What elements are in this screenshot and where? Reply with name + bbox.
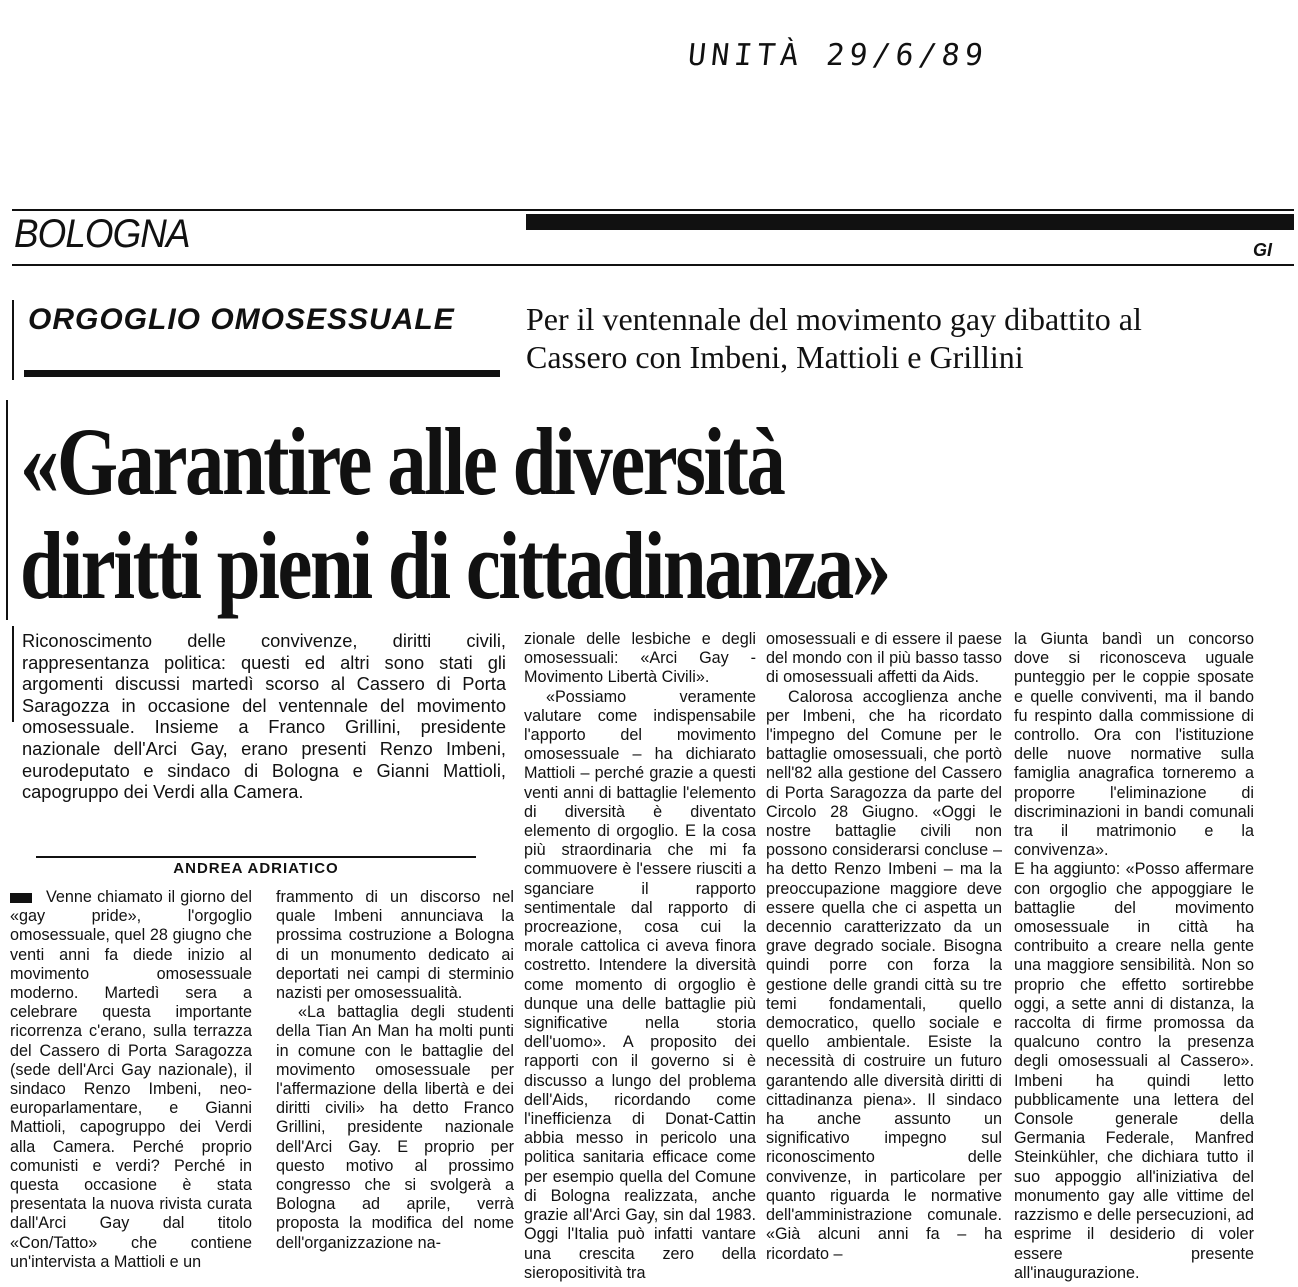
handwritten-source-note: UNITÀ 29/6/89: [686, 38, 990, 73]
lead-paragraph: Riconoscimento delle convivenze, diritti civili, rappresentanza politica: questi ed altri sono stati gli argomenti discussi martedì scorso al Cassero di Porta Saragozza in occasione del ventennale del movimento omosessuale. Insieme a Franco Grillini, presidente nazionale dell'Arci Gay, erano presenti Renzo Imbeni, eurodeputato e sindaco di Bologna e Gianni Mattioli, capogruppo dei Verdi alla Camera.: [22, 630, 506, 803]
column-2-paragraph: «La battaglia degli studenti della Tian An Man ha molti punti in comune con le battaglie del movimento omosessuale per l'affermazione della libertà e dei diritti civili» ha detto Franco Grillini, presidente nazionale dell'Arci Gay. E proprio per questo motivo al prossimo congresso che si svolgerà a Bologna ad aprile, verrà proposta la modifica del nome dell'organizzazione na-: [276, 1003, 514, 1252]
column-3-paragraph: «Possiamo veramente valutare come indispensabile l'apporto del movimento omosessuale – ha dichiarato Mattioli – perché grazie a questi venti anni di battaglie l'elemento di diversità è diventato elemento di orgoglio. E la cosa più straordinaria che mi fa commuovere è l'essere riusciti a sganciare il rapporto sentimentale dal rapporto di procreazione, cosa cui la morale cattolica ci aveva finora costretto. Intendere la diversità come momento di orgoglio è dunque una delle battaglie più significative nella storia dell'uomo». A proposito dei rapporti con il governo si è discusso a lungo del problema dell'Aids, ricordando come l'inefficienza di Donat-Cattin abbia messo in pericolo una politica sanitaria efficace come per esempio quella del Comune di Bologna realizzata, anche grazie all'Arci Gay, sin dal 1983. Oggi l'Italia può infatti vantare una crescita zero della sieropositività tra: [524, 687, 756, 1282]
headline-line-2: diritti pieni di cittadinanza»: [20, 512, 889, 619]
byline: ANDREA ADRIATICO: [36, 856, 476, 877]
section-thick-bar: [526, 214, 1294, 230]
headline: [20, 410, 889, 618]
section-bottom-rule: [12, 264, 1294, 266]
left-margin-rule: [12, 300, 14, 380]
column-4-paragraph: omosessuali e di essere il paese del mondo con il più basso tasso di omosessuali affetti da Aids.: [766, 630, 1002, 687]
column-5: [1014, 630, 1254, 1283]
column-3: [524, 630, 756, 1283]
column-4-paragraph: Calorosa accoglienza anche per Imbeni, che ha ricordato l'impegno del Comune per le battaglie omosessuali, che portò nell'82 alla gestione del Cassero di Porta Saragozza da parte del Circolo 28 Giugno. «Oggi le nostre battaglie civili non possono considerarsi concluse – ha detto Renzo Imbeni – ma la preoccupazione maggiore deve essere quella che ci aspetta un decennio caratterizzato da un grave degrado sociale. Bisogna quindi porre con forza la gestione delle grandi città su tre temi fondamentali, quello democratico, quello sociale e quello ambientale. Esiste la necessità di costruire un futuro garantendo alle diversità diritti di cittadinanza piena». Il sindaco ha anche assunto un significativo impegno sul riconoscimento delle convivenze, in particolare per quanto riguarda le normative dell'amministrazione comunale. «Già alcuni anni fa – ha ricordato –: [766, 687, 1002, 1263]
column-2-paragraph: frammento di un discorso nel quale Imbeni annunciava la prossima costruzione a Bologna di un monumento dedicato ai deportati nei campi di sterminio nazisti per omosessualità.: [276, 888, 514, 1003]
column-3-paragraph: zionale delle lesbiche e degli omosessuali: «Arci Gay - Movimento Libertà Civili».: [524, 630, 756, 687]
lead-left-rule: [12, 626, 14, 722]
section-title: BOLOGNA: [14, 212, 190, 256]
column-1: [10, 888, 252, 1272]
section-right-fragment: GI: [1252, 240, 1272, 260]
bullet-marker: [10, 893, 32, 903]
headline-left-rule: [6, 400, 8, 620]
column-2: [276, 888, 514, 1253]
column-4: [766, 630, 1002, 1264]
column-5-paragraph: E ha aggiunto: «Posso affermare con orgoglio che appoggiare le battaglie del movimento omosessuale in città ha contribuito a creare nella gente una maggiore sensibilità. Non so proprio che effetto sortirebbe oggi, a sette anni di distanza, la raccolta di firme promossa da qualcuno contro la presenza degli omosessuali al Cassero». Imbeni ha quindi letto pubblicamente una lettera del Console generale della Germania Federale, Manfred Steinkühler, che dichiara tutto il suo appoggio all'iniziativa del monumento gay alle vittime del razzismo e delle persecuzioni, ad esprime il desiderio di voler essere presente all'inaugurazione.: [1014, 860, 1254, 1282]
kicker: ORGOGLIO OMOSESSUALE: [28, 303, 455, 336]
subheadline: Per il ventennale del movimento gay dibattito al Cassero con Imbeni, Mattioli e Grillini: [526, 301, 1142, 375]
headline-line-1: «Garantire alle diversità: [20, 408, 784, 515]
section-top-rule: [12, 209, 1294, 211]
column-5-paragraph: la Giunta bandì un concorso dove si riconosceva uguale punteggio per le coppie sposate e quelle conviventi, ma il bando fu respinto dalla commissione di controllo. Ora con l'istituzione delle nuove normative sulla famiglia anagrafica torneremo a proporre l'eliminazione di discriminazioni in bandi comunali tra il matrimonio e la convivenza».: [1014, 630, 1254, 860]
column-1-paragraph: Venne chiamato il giorno del «gay pride», l'orgoglio omosessuale, quel 28 giugno che venti anni fa diede inizio al movimento omosessuale moderno. Martedì sera a celebrare questa importante ricorrenza c'erano, sulla terrazza del Cassero di Porta Saragozza (sede dell'Arci Gay nazionale), il sindaco Renzo Imbeni, neo-europarlamentare, e Gianni Mattioli, capogruppo dei Verdi alla Camera. Perché proprio comunisti e verdi? Perché in questa occasione è stata presentata la nuova rivista curata dall'Arci Gay dal titolo «Con/Tatto» che contiene un'intervista a Mattioli e un: [10, 888, 252, 1271]
kicker-bar: [24, 370, 500, 377]
